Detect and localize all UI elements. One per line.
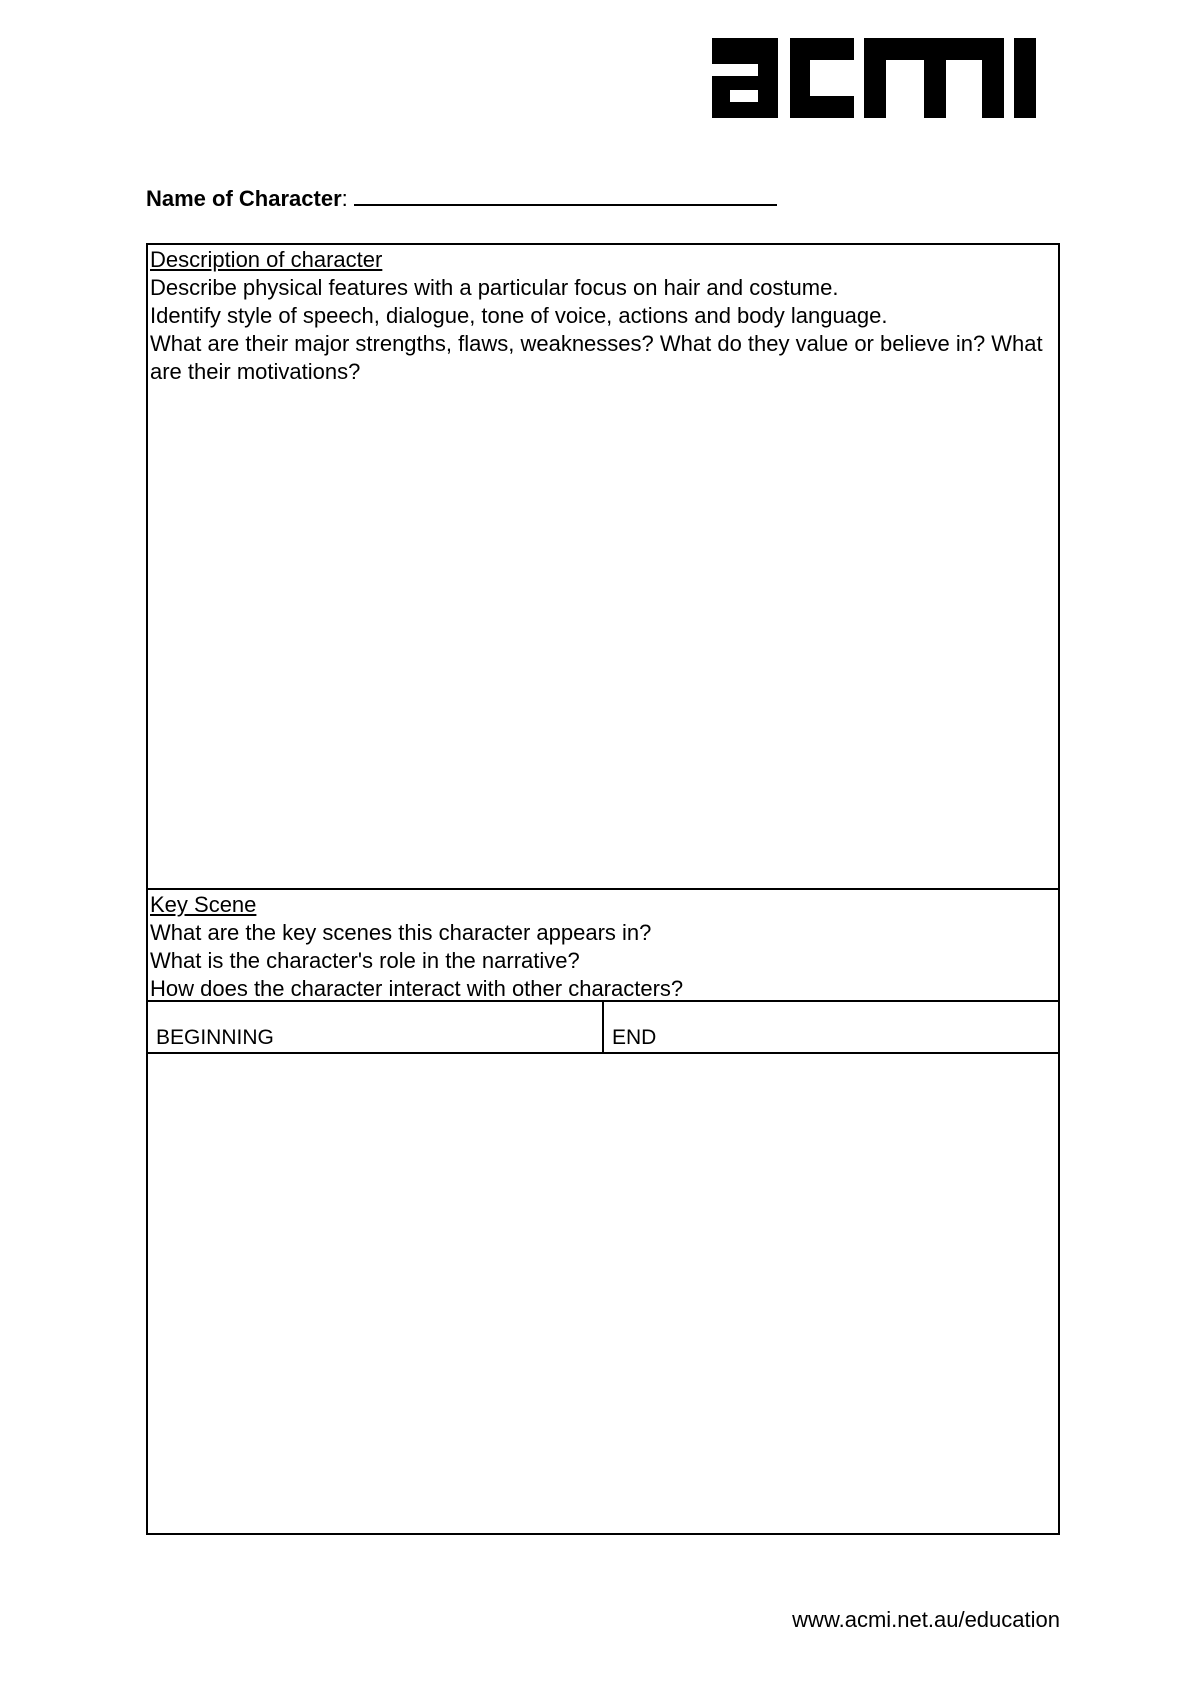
description-prompt-2: Identify style of speech, dialogue, tone of voice, actions and body language.	[150, 303, 888, 328]
phase-header-row	[148, 1002, 1058, 1054]
character-name-separator: :	[341, 186, 348, 211]
acmi-logo-mark	[706, 30, 1061, 120]
key-scene-prompt-2: What is the character's role in the narrative?	[150, 948, 580, 973]
character-worksheet	[146, 243, 1060, 1535]
character-name-field	[146, 182, 777, 213]
key-scene-answer-area[interactable]	[148, 1054, 1058, 1533]
character-name-label: Name of Character	[146, 186, 342, 211]
key-scene-heading: Key Scene	[150, 892, 257, 917]
key-scene-prompt-3: How does the character interact with other characters?	[150, 976, 684, 1001]
end-column-header: END	[612, 1026, 657, 1049]
description-section[interactable]	[148, 245, 1058, 890]
acmi-logo	[706, 30, 1061, 120]
key-scene-prompt-1: What are the key scenes this character appears in?	[150, 920, 652, 945]
beginning-column-header: BEGINNING	[148, 1002, 604, 1052]
character-name-blank-line[interactable]	[354, 182, 777, 206]
footer-url: www.acmi.net.au/education	[792, 1607, 1060, 1632]
description-prompt-3: What are their major strengths, flaws, weaknesses? What do they value or believe in? What are their motivations?	[150, 331, 1043, 384]
description-prompt-1: Describe physical features with a particular focus on hair and costume.	[150, 275, 839, 300]
key-scene-section	[148, 890, 1058, 1002]
description-heading: Description of character	[150, 247, 383, 272]
